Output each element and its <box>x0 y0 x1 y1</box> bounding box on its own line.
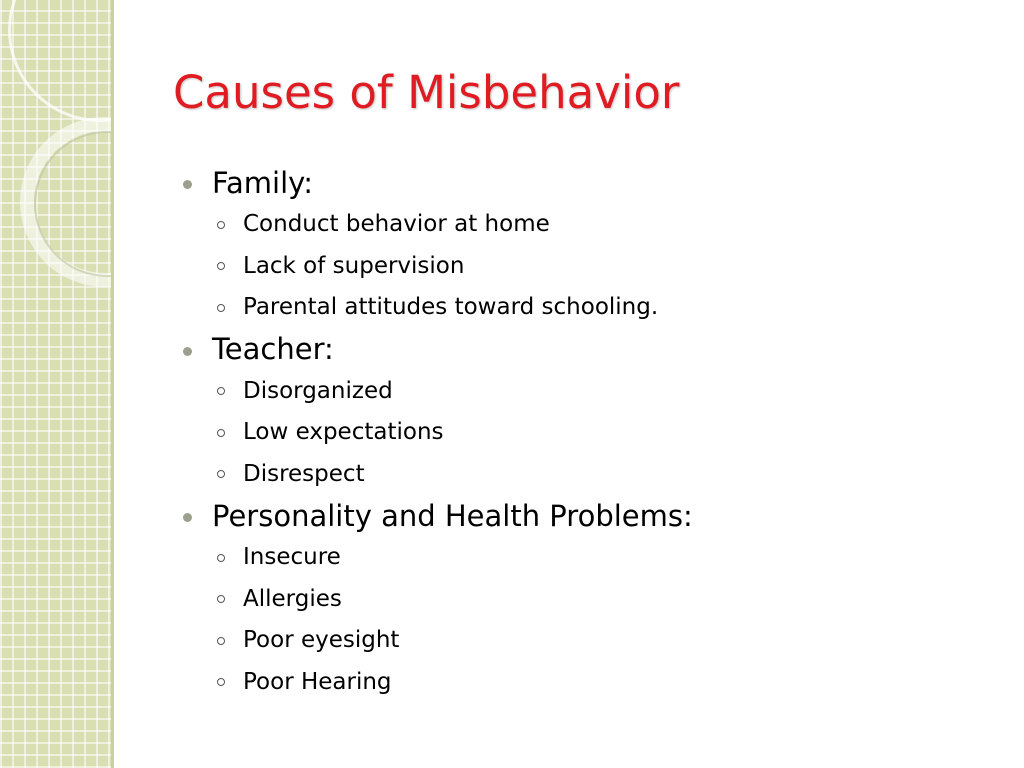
sub-bullet-text: Parental attitudes toward schooling. <box>243 294 659 321</box>
decorative-side-panel <box>0 0 113 768</box>
sub-bullet-item <box>183 454 1003 496</box>
sub-bullet-item <box>183 287 1003 329</box>
bullet-circle-icon <box>217 470 225 478</box>
side-panel-edge <box>111 0 114 768</box>
sub-bullet-item <box>183 579 1003 621</box>
bullet-text: Personality and Health Problems: <box>212 498 693 533</box>
sub-bullet-item <box>183 537 1003 579</box>
bullet-circle-icon <box>217 429 225 437</box>
bullet-circle-icon <box>217 262 225 270</box>
sub-bullet-item <box>183 246 1003 288</box>
sub-bullet-text: Conduct behavior at home <box>243 211 550 238</box>
sub-bullet-text: Poor eyesight <box>243 627 400 654</box>
sub-bullet-item <box>183 620 1003 662</box>
sub-bullet-item <box>183 662 1003 704</box>
bullet-circle-icon <box>217 554 225 562</box>
bullet-circle-icon <box>217 595 225 603</box>
sub-bullet-text: Low expectations <box>243 419 444 446</box>
sub-bullet-text: Disrespect <box>243 460 365 487</box>
bullet-circle-icon <box>217 387 225 395</box>
bullet-dot-icon <box>183 347 192 356</box>
sub-bullet-item <box>183 204 1003 246</box>
sub-bullet-text: Lack of supervision <box>243 252 465 279</box>
bullet-circle-icon <box>217 221 225 229</box>
sub-bullet-text: Disorganized <box>243 377 393 404</box>
bullet-circle-icon <box>217 637 225 645</box>
sub-bullet-text: Allergies <box>243 585 342 612</box>
bullet-item-personality-health <box>183 495 1003 537</box>
sub-bullet-item <box>183 412 1003 454</box>
sub-bullet-text: Poor Hearing <box>243 668 392 695</box>
bullet-circle-icon <box>217 304 225 312</box>
bullet-circle-icon <box>217 678 225 686</box>
sub-bullet-item <box>183 371 1003 413</box>
sub-bullet-text: Insecure <box>243 544 341 571</box>
bullet-item-teacher <box>183 329 1003 371</box>
bullet-text: Teacher: <box>212 332 334 366</box>
bullet-list <box>183 162 1003 703</box>
slide-title: Causes of Misbehavior <box>173 66 680 119</box>
bullet-dot-icon <box>183 180 192 189</box>
decorative-ring <box>8 0 113 122</box>
bullet-item-family <box>183 162 1003 204</box>
bullet-text: Family: <box>212 165 313 200</box>
bullet-dot-icon <box>183 513 192 522</box>
